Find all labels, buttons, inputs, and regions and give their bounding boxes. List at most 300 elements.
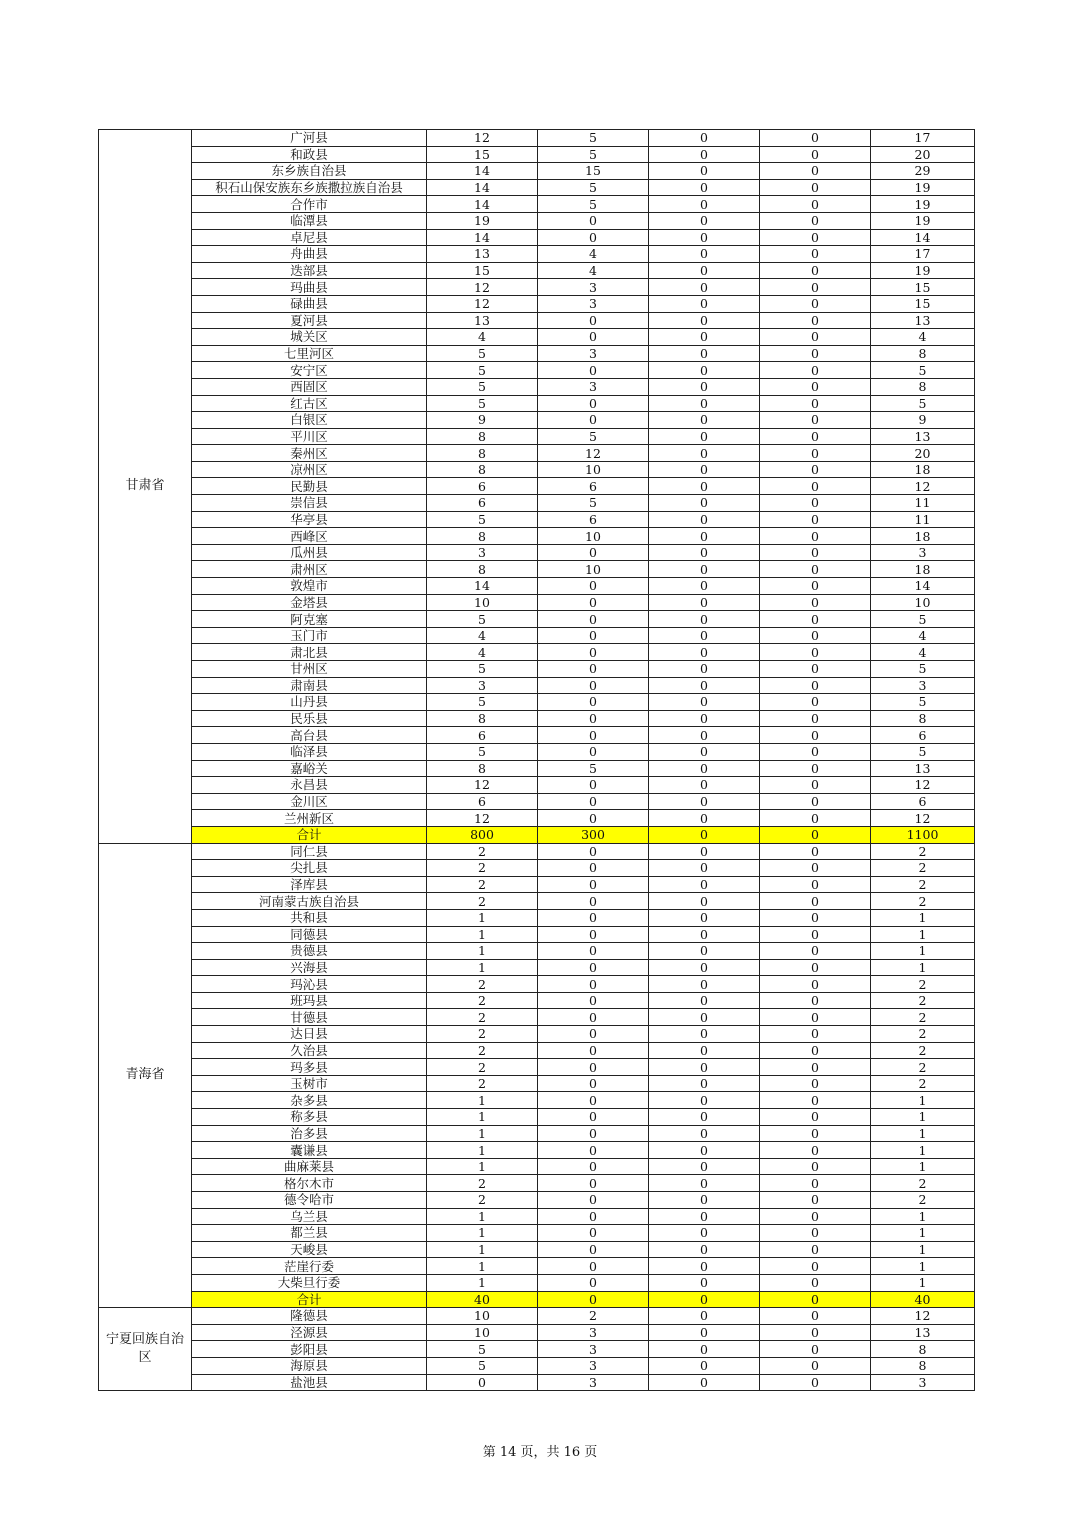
table-row <box>99 130 975 147</box>
value-cell-3: 0 <box>649 727 760 744</box>
row-total-cell: 2 <box>871 893 975 910</box>
row-total-cell: 9 <box>871 412 975 429</box>
district-cell: 茫崖行委 <box>192 1258 427 1275</box>
value-cell-3: 0 <box>649 329 760 346</box>
row-total-cell: 5 <box>871 362 975 379</box>
district-cell: 杂多县 <box>192 1092 427 1109</box>
district-cell: 班玛县 <box>192 992 427 1009</box>
district-cell: 久治县 <box>192 1042 427 1059</box>
row-total-cell: 1 <box>871 1142 975 1159</box>
value-cell-3: 0 <box>649 461 760 478</box>
table-row <box>99 1042 975 1059</box>
table-row <box>99 1125 975 1142</box>
value-cell-2: 0 <box>538 544 649 561</box>
value-cell-1: 1 <box>427 1208 538 1225</box>
row-total-cell: 19 <box>871 212 975 229</box>
table-row <box>99 212 975 229</box>
value-cell-2: 0 <box>538 212 649 229</box>
value-cell-4: 0 <box>760 843 871 860</box>
value-cell-1: 5 <box>427 661 538 678</box>
value-cell-1: 5 <box>427 362 538 379</box>
table-row <box>99 1274 975 1291</box>
value-cell-1: 1 <box>427 909 538 926</box>
row-total-cell: 3 <box>871 677 975 694</box>
value-cell-1: 4 <box>427 627 538 644</box>
subtotal-row <box>99 1291 975 1308</box>
page-footer: 第 14 页，共 16 页 <box>482 1445 598 1460</box>
table-row <box>99 694 975 711</box>
district-cell: 共和县 <box>192 909 427 926</box>
value-cell-3: 0 <box>649 760 760 777</box>
value-cell-4: 0 <box>760 1109 871 1126</box>
row-total-cell: 11 <box>871 495 975 512</box>
value-cell-2: 0 <box>538 661 649 678</box>
value-cell-1: 1 <box>427 1109 538 1126</box>
value-cell-4: 0 <box>760 926 871 943</box>
district-cell: 东乡族自治县 <box>192 163 427 180</box>
value-cell-4: 0 <box>760 1026 871 1043</box>
value-cell-1: 14 <box>427 578 538 595</box>
value-cell-3: 0 <box>649 212 760 229</box>
value-cell-3: 0 <box>649 179 760 196</box>
district-cell: 西峰区 <box>192 528 427 545</box>
value-cell-3: 0 <box>649 445 760 462</box>
district-cell: 肃州区 <box>192 561 427 578</box>
value-cell-1: 1 <box>427 943 538 960</box>
value-cell-4: 0 <box>760 909 871 926</box>
district-cell: 同仁县 <box>192 843 427 860</box>
value-cell-1: 1 <box>427 1125 538 1142</box>
table-row <box>99 1142 975 1159</box>
value-cell-1: 5 <box>427 395 538 412</box>
value-cell-2: 0 <box>538 1009 649 1026</box>
value-cell-1: 1 <box>427 1258 538 1275</box>
row-total-cell: 15 <box>871 295 975 312</box>
province-name-cell: 甘肃省 <box>99 130 192 844</box>
row-total-cell: 2 <box>871 992 975 1009</box>
table-row <box>99 1374 975 1391</box>
table-row <box>99 992 975 1009</box>
row-total-cell: 1 <box>871 909 975 926</box>
value-cell-1: 5 <box>427 1357 538 1374</box>
value-cell-4: 0 <box>760 810 871 827</box>
district-cell: 海原县 <box>192 1357 427 1374</box>
value-cell-2: 0 <box>538 1225 649 1242</box>
value-cell-4: 0 <box>760 694 871 711</box>
table-row <box>99 1208 975 1225</box>
district-cell: 河南蒙古族自治县 <box>192 893 427 910</box>
row-total-cell: 12 <box>871 810 975 827</box>
table-row <box>99 412 975 429</box>
district-cell: 夏河县 <box>192 312 427 329</box>
value-cell-4: 0 <box>760 196 871 213</box>
table-row <box>99 644 975 661</box>
row-total-cell: 11 <box>871 511 975 528</box>
value-cell-3: 0 <box>649 1142 760 1159</box>
subtotal-value-cell: 0 <box>760 1291 871 1308</box>
value-cell-2: 0 <box>538 1125 649 1142</box>
district-cell: 玛曲县 <box>192 279 427 296</box>
value-cell-1: 5 <box>427 743 538 760</box>
table-row <box>99 793 975 810</box>
table-row <box>99 544 975 561</box>
table-row <box>99 1109 975 1126</box>
value-cell-2: 0 <box>538 727 649 744</box>
value-cell-4: 0 <box>760 959 871 976</box>
value-cell-1: 5 <box>427 378 538 395</box>
value-cell-2: 0 <box>538 943 649 960</box>
value-cell-3: 0 <box>649 1075 760 1092</box>
district-cell: 民乐县 <box>192 710 427 727</box>
value-cell-2: 0 <box>538 329 649 346</box>
row-total-cell: 2 <box>871 1009 975 1026</box>
value-cell-4: 0 <box>760 461 871 478</box>
row-total-cell: 18 <box>871 561 975 578</box>
value-cell-2: 0 <box>538 1026 649 1043</box>
value-cell-1: 8 <box>427 461 538 478</box>
row-total-cell: 4 <box>871 329 975 346</box>
table-row <box>99 1241 975 1258</box>
value-cell-4: 0 <box>760 495 871 512</box>
district-cell: 高台县 <box>192 727 427 744</box>
row-total-cell: 19 <box>871 196 975 213</box>
value-cell-1: 12 <box>427 279 538 296</box>
value-cell-1: 4 <box>427 644 538 661</box>
value-cell-2: 0 <box>538 611 649 628</box>
table-row <box>99 611 975 628</box>
value-cell-1: 8 <box>427 561 538 578</box>
district-cell: 达日县 <box>192 1026 427 1043</box>
row-total-cell: 8 <box>871 710 975 727</box>
district-cell: 嘉峪关 <box>192 760 427 777</box>
value-cell-2: 0 <box>538 1208 649 1225</box>
table-row <box>99 843 975 860</box>
value-cell-3: 0 <box>649 644 760 661</box>
row-total-cell: 8 <box>871 378 975 395</box>
value-cell-3: 0 <box>649 777 760 794</box>
value-cell-2: 10 <box>538 461 649 478</box>
value-cell-1: 12 <box>427 777 538 794</box>
table-row <box>99 1026 975 1043</box>
value-cell-3: 0 <box>649 1158 760 1175</box>
value-cell-1: 15 <box>427 262 538 279</box>
value-cell-3: 0 <box>649 1208 760 1225</box>
value-cell-3: 0 <box>649 843 760 860</box>
row-total-cell: 1 <box>871 1241 975 1258</box>
value-cell-1: 10 <box>427 594 538 611</box>
value-cell-2: 0 <box>538 1175 649 1192</box>
value-cell-4: 0 <box>760 378 871 395</box>
row-total-cell: 1 <box>871 1092 975 1109</box>
subtotal-label-cell: 合计 <box>192 826 427 843</box>
value-cell-3: 0 <box>649 943 760 960</box>
district-cell: 金川区 <box>192 793 427 810</box>
value-cell-2: 3 <box>538 1357 649 1374</box>
subtotal-value-cell: 0 <box>649 826 760 843</box>
table-row <box>99 362 975 379</box>
value-cell-3: 0 <box>649 478 760 495</box>
value-cell-4: 0 <box>760 511 871 528</box>
value-cell-2: 0 <box>538 860 649 877</box>
value-cell-3: 0 <box>649 1059 760 1076</box>
value-cell-2: 0 <box>538 810 649 827</box>
value-cell-1: 2 <box>427 843 538 860</box>
value-cell-3: 0 <box>649 677 760 694</box>
district-cell: 甘州区 <box>192 661 427 678</box>
table-row <box>99 1258 975 1275</box>
district-cell: 和政县 <box>192 146 427 163</box>
subtotal-value-cell: 40 <box>871 1291 975 1308</box>
value-cell-4: 0 <box>760 130 871 147</box>
quota-table <box>98 129 975 1391</box>
value-cell-4: 0 <box>760 1075 871 1092</box>
value-cell-3: 0 <box>649 362 760 379</box>
value-cell-1: 2 <box>427 1026 538 1043</box>
district-cell: 崇信县 <box>192 495 427 512</box>
district-cell: 安宁区 <box>192 362 427 379</box>
row-total-cell: 14 <box>871 229 975 246</box>
value-cell-1: 2 <box>427 876 538 893</box>
subtotal-value-cell: 800 <box>427 826 538 843</box>
value-cell-4: 0 <box>760 1258 871 1275</box>
district-cell: 隆德县 <box>192 1308 427 1325</box>
value-cell-3: 0 <box>649 246 760 263</box>
row-total-cell: 4 <box>871 627 975 644</box>
value-cell-4: 0 <box>760 1225 871 1242</box>
table-row <box>99 976 975 993</box>
value-cell-2: 2 <box>538 1308 649 1325</box>
value-cell-4: 0 <box>760 727 871 744</box>
table-row <box>99 1009 975 1026</box>
table-row <box>99 677 975 694</box>
row-total-cell: 2 <box>871 1192 975 1209</box>
row-total-cell: 5 <box>871 661 975 678</box>
table-row <box>99 511 975 528</box>
row-total-cell: 2 <box>871 1175 975 1192</box>
value-cell-4: 0 <box>760 1125 871 1142</box>
row-total-cell: 12 <box>871 478 975 495</box>
table-row <box>99 1192 975 1209</box>
value-cell-3: 0 <box>649 1192 760 1209</box>
district-cell: 西固区 <box>192 378 427 395</box>
district-cell: 尖扎县 <box>192 860 427 877</box>
value-cell-3: 0 <box>649 495 760 512</box>
value-cell-2: 5 <box>538 196 649 213</box>
value-cell-2: 0 <box>538 959 649 976</box>
subtotal-label-cell: 合计 <box>192 1291 427 1308</box>
value-cell-2: 0 <box>538 893 649 910</box>
district-cell: 格尔木市 <box>192 1175 427 1192</box>
district-cell: 红古区 <box>192 395 427 412</box>
value-cell-1: 12 <box>427 810 538 827</box>
value-cell-1: 8 <box>427 528 538 545</box>
district-cell: 天峻县 <box>192 1241 427 1258</box>
value-cell-3: 0 <box>649 1324 760 1341</box>
district-cell: 大柴旦行委 <box>192 1274 427 1291</box>
subtotal-value-cell: 1100 <box>871 826 975 843</box>
district-cell: 临泽县 <box>192 743 427 760</box>
value-cell-3: 0 <box>649 627 760 644</box>
value-cell-2: 0 <box>538 229 649 246</box>
district-cell: 白银区 <box>192 412 427 429</box>
value-cell-3: 0 <box>649 976 760 993</box>
row-total-cell: 2 <box>871 843 975 860</box>
value-cell-2: 0 <box>538 843 649 860</box>
row-total-cell: 2 <box>871 1075 975 1092</box>
row-total-cell: 1 <box>871 1109 975 1126</box>
value-cell-3: 0 <box>649 345 760 362</box>
value-cell-2: 0 <box>538 1158 649 1175</box>
value-cell-4: 0 <box>760 395 871 412</box>
value-cell-1: 5 <box>427 611 538 628</box>
value-cell-2: 0 <box>538 1042 649 1059</box>
district-cell: 华亭县 <box>192 511 427 528</box>
table-row <box>99 262 975 279</box>
value-cell-4: 0 <box>760 677 871 694</box>
value-cell-4: 0 <box>760 1192 871 1209</box>
table-row <box>99 777 975 794</box>
value-cell-4: 0 <box>760 1142 871 1159</box>
value-cell-3: 0 <box>649 163 760 180</box>
value-cell-3: 0 <box>649 279 760 296</box>
value-cell-3: 0 <box>649 1274 760 1291</box>
value-cell-3: 0 <box>649 876 760 893</box>
row-total-cell: 19 <box>871 262 975 279</box>
value-cell-4: 0 <box>760 760 871 777</box>
value-cell-4: 0 <box>760 1092 871 1109</box>
district-cell: 泽库县 <box>192 876 427 893</box>
district-cell: 肃北县 <box>192 644 427 661</box>
value-cell-4: 0 <box>760 212 871 229</box>
table-row <box>99 926 975 943</box>
value-cell-3: 0 <box>649 528 760 545</box>
value-cell-4: 0 <box>760 1175 871 1192</box>
value-cell-3: 0 <box>649 594 760 611</box>
row-total-cell: 5 <box>871 694 975 711</box>
value-cell-4: 0 <box>760 544 871 561</box>
value-cell-4: 0 <box>760 611 871 628</box>
row-total-cell: 13 <box>871 1324 975 1341</box>
table-row <box>99 943 975 960</box>
value-cell-3: 0 <box>649 1026 760 1043</box>
table-row <box>99 661 975 678</box>
value-cell-4: 0 <box>760 594 871 611</box>
value-cell-4: 0 <box>760 329 871 346</box>
row-total-cell: 20 <box>871 146 975 163</box>
subtotal-row <box>99 826 975 843</box>
value-cell-2: 15 <box>538 163 649 180</box>
row-total-cell: 1 <box>871 1225 975 1242</box>
value-cell-4: 0 <box>760 893 871 910</box>
table-row <box>99 395 975 412</box>
table-row <box>99 743 975 760</box>
subtotal-value-cell: 0 <box>760 826 871 843</box>
value-cell-3: 0 <box>649 661 760 678</box>
value-cell-1: 1 <box>427 926 538 943</box>
value-cell-1: 2 <box>427 992 538 1009</box>
value-cell-4: 0 <box>760 1158 871 1175</box>
row-total-cell: 6 <box>871 727 975 744</box>
value-cell-4: 0 <box>760 312 871 329</box>
value-cell-3: 0 <box>649 412 760 429</box>
table-row <box>99 312 975 329</box>
value-cell-1: 6 <box>427 793 538 810</box>
row-total-cell: 3 <box>871 1374 975 1391</box>
value-cell-4: 0 <box>760 1059 871 1076</box>
value-cell-1: 1 <box>427 1092 538 1109</box>
row-total-cell: 2 <box>871 876 975 893</box>
value-cell-2: 10 <box>538 561 649 578</box>
district-cell: 平川区 <box>192 428 427 445</box>
value-cell-1: 5 <box>427 511 538 528</box>
table-row <box>99 860 975 877</box>
district-cell: 凉州区 <box>192 461 427 478</box>
row-total-cell: 1 <box>871 1258 975 1275</box>
value-cell-3: 0 <box>649 312 760 329</box>
value-cell-3: 0 <box>649 959 760 976</box>
value-cell-2: 12 <box>538 445 649 462</box>
value-cell-4: 0 <box>760 428 871 445</box>
value-cell-2: 6 <box>538 511 649 528</box>
row-total-cell: 12 <box>871 1308 975 1325</box>
value-cell-3: 0 <box>649 428 760 445</box>
value-cell-1: 6 <box>427 727 538 744</box>
district-cell: 兴海县 <box>192 959 427 976</box>
value-cell-1: 8 <box>427 760 538 777</box>
value-cell-1: 9 <box>427 412 538 429</box>
district-cell: 曲麻莱县 <box>192 1158 427 1175</box>
value-cell-2: 3 <box>538 378 649 395</box>
value-cell-4: 0 <box>760 876 871 893</box>
value-cell-4: 0 <box>760 1357 871 1374</box>
table-row <box>99 246 975 263</box>
table-row <box>99 445 975 462</box>
table-row <box>99 279 975 296</box>
value-cell-3: 0 <box>649 511 760 528</box>
row-total-cell: 13 <box>871 760 975 777</box>
value-cell-4: 0 <box>760 777 871 794</box>
table-row <box>99 561 975 578</box>
value-cell-4: 0 <box>760 743 871 760</box>
value-cell-3: 0 <box>649 1109 760 1126</box>
value-cell-3: 0 <box>649 1125 760 1142</box>
value-cell-1: 2 <box>427 976 538 993</box>
value-cell-2: 0 <box>538 992 649 1009</box>
value-cell-4: 0 <box>760 295 871 312</box>
value-cell-1: 5 <box>427 1341 538 1358</box>
table-row <box>99 229 975 246</box>
district-cell: 囊谦县 <box>192 1142 427 1159</box>
value-cell-3: 0 <box>649 395 760 412</box>
row-total-cell: 10 <box>871 594 975 611</box>
value-cell-3: 0 <box>649 561 760 578</box>
value-cell-2: 0 <box>538 1059 649 1076</box>
value-cell-1: 8 <box>427 428 538 445</box>
district-cell: 乌兰县 <box>192 1208 427 1225</box>
value-cell-2: 0 <box>538 1142 649 1159</box>
value-cell-2: 0 <box>538 1274 649 1291</box>
table-row <box>99 528 975 545</box>
value-cell-4: 0 <box>760 943 871 960</box>
row-total-cell: 2 <box>871 976 975 993</box>
row-total-cell: 1 <box>871 1125 975 1142</box>
value-cell-4: 0 <box>760 345 871 362</box>
value-cell-1: 5 <box>427 694 538 711</box>
row-total-cell: 8 <box>871 345 975 362</box>
district-cell: 广河县 <box>192 130 427 147</box>
value-cell-3: 0 <box>649 1009 760 1026</box>
value-cell-4: 0 <box>760 1208 871 1225</box>
